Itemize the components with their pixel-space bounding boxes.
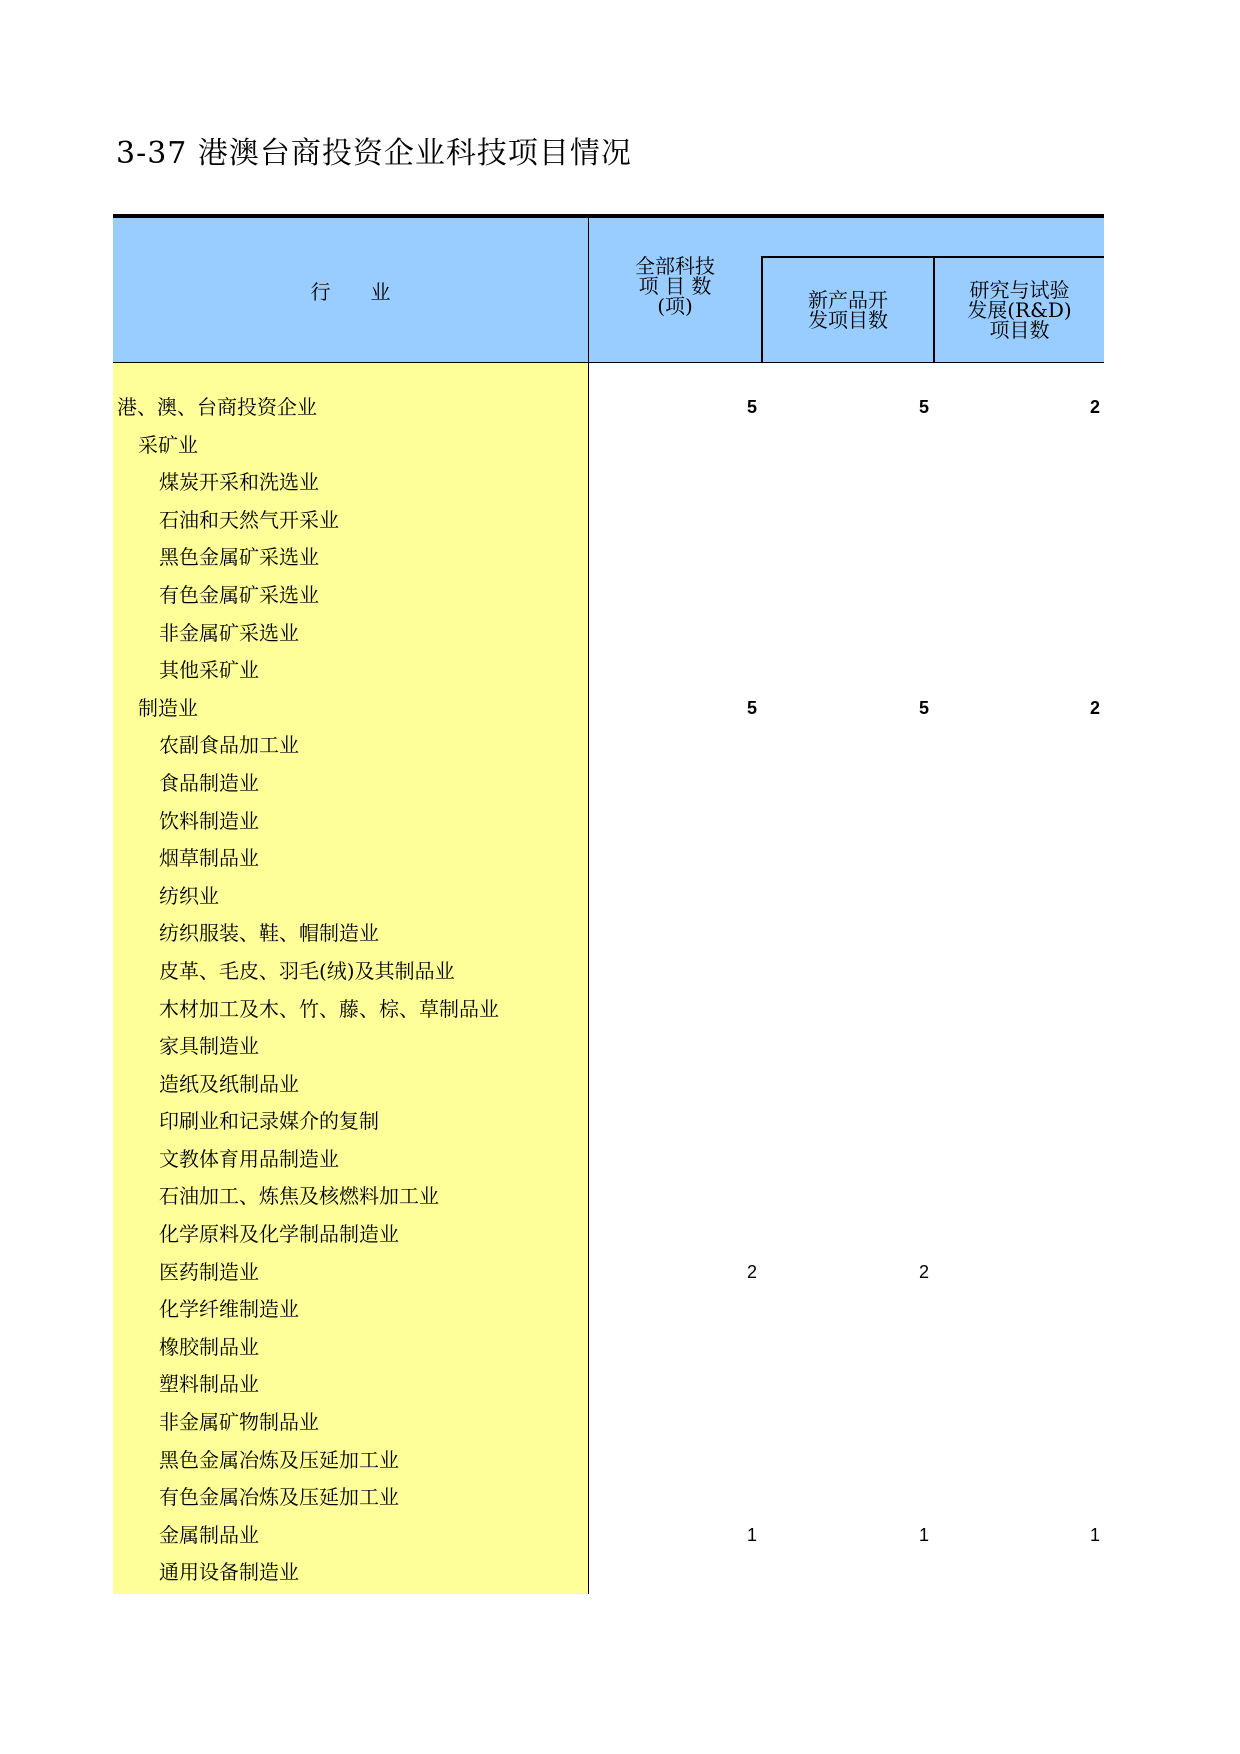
industry-name: 饮料制造业 [159, 808, 259, 833]
table-row [113, 1028, 1104, 1066]
industry-name: 其他采矿业 [159, 658, 259, 683]
total-projects-value: 5 [746, 397, 757, 417]
industry-name: 皮革、毛皮、羽毛(绒)及其制品业 [159, 958, 455, 983]
new-product-projects-value [761, 427, 929, 465]
new-product-projects-value [761, 615, 929, 653]
industry-name: 塑料制品业 [159, 1372, 259, 1397]
new-product-projects-value [761, 1103, 929, 1141]
rd-projects-value [933, 1442, 1100, 1480]
rd-projects-value [933, 1028, 1100, 1066]
rd-projects-value [933, 577, 1100, 615]
header-industry-label: 行 业 [310, 279, 391, 304]
new-product-projects-value [761, 878, 929, 916]
industry-name: 有色金属冶炼及压延加工业 [159, 1485, 399, 1510]
new-product-projects-value [761, 1291, 929, 1329]
rd-projects-value [933, 803, 1100, 841]
header-rd-line-1: 研究与试验 [969, 278, 1070, 302]
table-header [113, 218, 1104, 363]
rd-projects-value [933, 1291, 1100, 1329]
rd-projects-value [933, 652, 1100, 690]
new-product-projects-value [761, 915, 929, 953]
industry-name: 黑色金属冶炼及压延加工业 [159, 1447, 399, 1472]
rd-projects-value [933, 840, 1100, 878]
table-row [113, 991, 1104, 1029]
header-new-product-projects [761, 256, 933, 362]
new-product-projects-value [761, 727, 929, 765]
table-row [113, 915, 1104, 953]
new-product-projects-value [761, 652, 929, 690]
rd-projects-value [933, 878, 1100, 916]
total-projects-value [589, 1442, 757, 1480]
total-projects-value [589, 1329, 757, 1367]
total-projects-value [589, 1366, 757, 1404]
industry-name: 化学原料及化学制品制造业 [159, 1222, 399, 1247]
new-product-projects-value [761, 1216, 929, 1254]
header-new-line-1: 新产品开 [808, 288, 888, 312]
table-row [113, 1216, 1104, 1254]
table-body [113, 363, 1104, 1592]
table-row [113, 690, 1104, 728]
table-row [113, 464, 1104, 502]
industry-name: 煤炭开采和洗选业 [159, 470, 319, 495]
table-row [113, 1141, 1104, 1179]
total-projects-value [589, 1216, 757, 1254]
total-projects-value [589, 1291, 757, 1329]
total-projects-value [589, 464, 757, 502]
rd-projects-value [933, 1178, 1100, 1216]
new-product-projects-value [761, 1366, 929, 1404]
rd-projects-value [933, 953, 1100, 991]
industry-name: 非金属矿采选业 [159, 620, 299, 645]
industry-name: 石油加工、炼焦及核燃料加工业 [159, 1184, 439, 1209]
total-projects-value [589, 1178, 757, 1216]
rd-projects-value [933, 1103, 1100, 1141]
industry-name: 印刷业和记录媒介的复制 [159, 1109, 379, 1134]
new-product-projects-value [761, 1028, 929, 1066]
table-row [113, 577, 1104, 615]
new-product-projects-value [761, 1479, 929, 1517]
new-product-projects-value [761, 1178, 929, 1216]
new-product-projects-value [761, 1141, 929, 1179]
table-row [113, 389, 1104, 427]
industry-name: 木材加工及木、竹、藤、棕、草制品业 [159, 996, 499, 1021]
new-product-projects-value [761, 502, 929, 540]
industry-name: 医药制造业 [159, 1259, 259, 1284]
header-new-line-2: 发项目数 [808, 308, 888, 332]
total-projects-value [589, 615, 757, 653]
total-projects-value: 1 [746, 1524, 757, 1545]
header-total-projects [589, 218, 761, 362]
new-product-projects-value: 1 [918, 1524, 929, 1545]
total-projects-value [589, 427, 757, 465]
total-projects-value [589, 727, 757, 765]
header-total-line-1: 全部科技 [635, 254, 715, 278]
table-rows [113, 363, 1104, 1592]
industry-name: 港、澳、台商投资企业 [117, 395, 317, 419]
rd-projects-value [933, 539, 1100, 577]
table-row [113, 1329, 1104, 1367]
rd-projects-value [933, 1216, 1100, 1254]
total-projects-value [589, 803, 757, 841]
rd-projects-value: 1 [1089, 1524, 1100, 1545]
industry-name: 化学纤维制造业 [159, 1297, 299, 1322]
new-product-projects-value [761, 464, 929, 502]
table-row [113, 803, 1104, 841]
total-projects-value [589, 840, 757, 878]
table-row [113, 1103, 1104, 1141]
page-title: 3-37 港澳台商投资企业科技项目情况 [116, 136, 632, 171]
table-row [113, 427, 1104, 465]
table-row [113, 1066, 1104, 1104]
header-industry [113, 218, 589, 362]
industry-name: 家具制造业 [159, 1034, 259, 1059]
industry-name: 石油和天然气开采业 [159, 507, 339, 532]
new-product-projects-value [761, 1329, 929, 1367]
total-projects-value [589, 765, 757, 803]
table-row [113, 765, 1104, 803]
rd-projects-value [933, 615, 1100, 653]
industry-name: 纺织服装、鞋、帽制造业 [159, 921, 379, 946]
header-total-line-3: (项) [657, 294, 693, 318]
total-projects-value [589, 652, 757, 690]
rd-projects-value [933, 1329, 1100, 1367]
industry-name: 文教体育用品制造业 [159, 1146, 339, 1171]
industry-name: 烟草制品业 [159, 846, 259, 871]
industry-name: 黑色金属矿采选业 [159, 545, 319, 570]
total-projects-value [589, 991, 757, 1029]
header-total-line-2: 项 目 数 [638, 274, 712, 298]
total-projects-value [589, 1479, 757, 1517]
rd-projects-value [933, 765, 1100, 803]
industry-name: 食品制造业 [159, 770, 259, 795]
header-rd-line-2: 发展(R&D) [967, 298, 1072, 322]
total-projects-value [589, 1103, 757, 1141]
table-row [113, 502, 1104, 540]
new-product-projects-value [761, 803, 929, 841]
new-product-projects-value [761, 991, 929, 1029]
industry-name: 采矿业 [138, 432, 198, 457]
table-row [113, 1554, 1104, 1592]
new-product-projects-value [761, 953, 929, 991]
rd-projects-value [933, 727, 1100, 765]
rd-projects-value [933, 1366, 1100, 1404]
table-row [113, 652, 1104, 690]
new-product-projects-value: 5 [918, 397, 929, 417]
new-product-projects-value: 2 [918, 1261, 929, 1282]
new-product-projects-value [761, 577, 929, 615]
table-row [113, 840, 1104, 878]
total-projects-value [589, 1066, 757, 1104]
table-row [113, 1479, 1104, 1517]
table-row [113, 615, 1104, 653]
header-rd-line-3: 项目数 [989, 318, 1050, 342]
total-projects-value [589, 1028, 757, 1066]
rd-projects-value [933, 915, 1100, 953]
rd-projects-value [933, 464, 1100, 502]
industry-name: 农副食品加工业 [159, 733, 299, 758]
header-rd-projects [933, 256, 1104, 362]
table-row [113, 878, 1104, 916]
rd-projects-value [933, 1404, 1100, 1442]
new-product-projects-value [761, 1554, 929, 1592]
total-projects-value [589, 1141, 757, 1179]
industry-name: 橡胶制品业 [159, 1334, 259, 1359]
rd-projects-value [933, 427, 1100, 465]
new-product-projects-value: 5 [918, 697, 929, 718]
new-product-projects-value [761, 1404, 929, 1442]
industry-name: 有色金属矿采选业 [159, 582, 319, 607]
table-row [113, 1291, 1104, 1329]
table-row [113, 1254, 1104, 1292]
new-product-projects-value [761, 765, 929, 803]
total-projects-value [589, 577, 757, 615]
industry-name: 造纸及纸制品业 [159, 1071, 299, 1096]
industry-name: 金属制品业 [159, 1522, 259, 1547]
total-projects-value [589, 915, 757, 953]
table-row [113, 953, 1104, 991]
table-row [113, 539, 1104, 577]
rd-projects-value: 2 [1089, 697, 1100, 718]
table-row [113, 1442, 1104, 1480]
stats-table [113, 214, 1104, 1592]
total-projects-value [589, 1554, 757, 1592]
total-projects-value [589, 953, 757, 991]
total-projects-value [589, 539, 757, 577]
total-projects-value [589, 878, 757, 916]
rd-projects-value [933, 991, 1100, 1029]
table-row [113, 1366, 1104, 1404]
new-product-projects-value [761, 840, 929, 878]
industry-name: 纺织业 [159, 883, 219, 908]
table-row [113, 727, 1104, 765]
table-row [113, 1178, 1104, 1216]
rd-projects-value [933, 1254, 1100, 1292]
industry-name: 制造业 [138, 695, 198, 720]
new-product-projects-value [761, 539, 929, 577]
rd-projects-value [933, 1554, 1100, 1592]
rd-projects-value: 2 [1089, 397, 1100, 417]
rd-projects-value [933, 1066, 1100, 1104]
total-projects-value [589, 1404, 757, 1442]
industry-name: 非金属矿物制品业 [159, 1410, 319, 1435]
industry-name: 通用设备制造业 [159, 1560, 299, 1585]
total-projects-value: 2 [746, 1261, 757, 1282]
new-product-projects-value [761, 1066, 929, 1104]
rd-projects-value [933, 1141, 1100, 1179]
rd-projects-value [933, 1479, 1100, 1517]
table-row [113, 1404, 1104, 1442]
table-row [113, 1517, 1104, 1555]
rd-projects-value [933, 502, 1100, 540]
new-product-projects-value [761, 1442, 929, 1480]
total-projects-value: 5 [746, 697, 757, 718]
total-projects-value [589, 502, 757, 540]
